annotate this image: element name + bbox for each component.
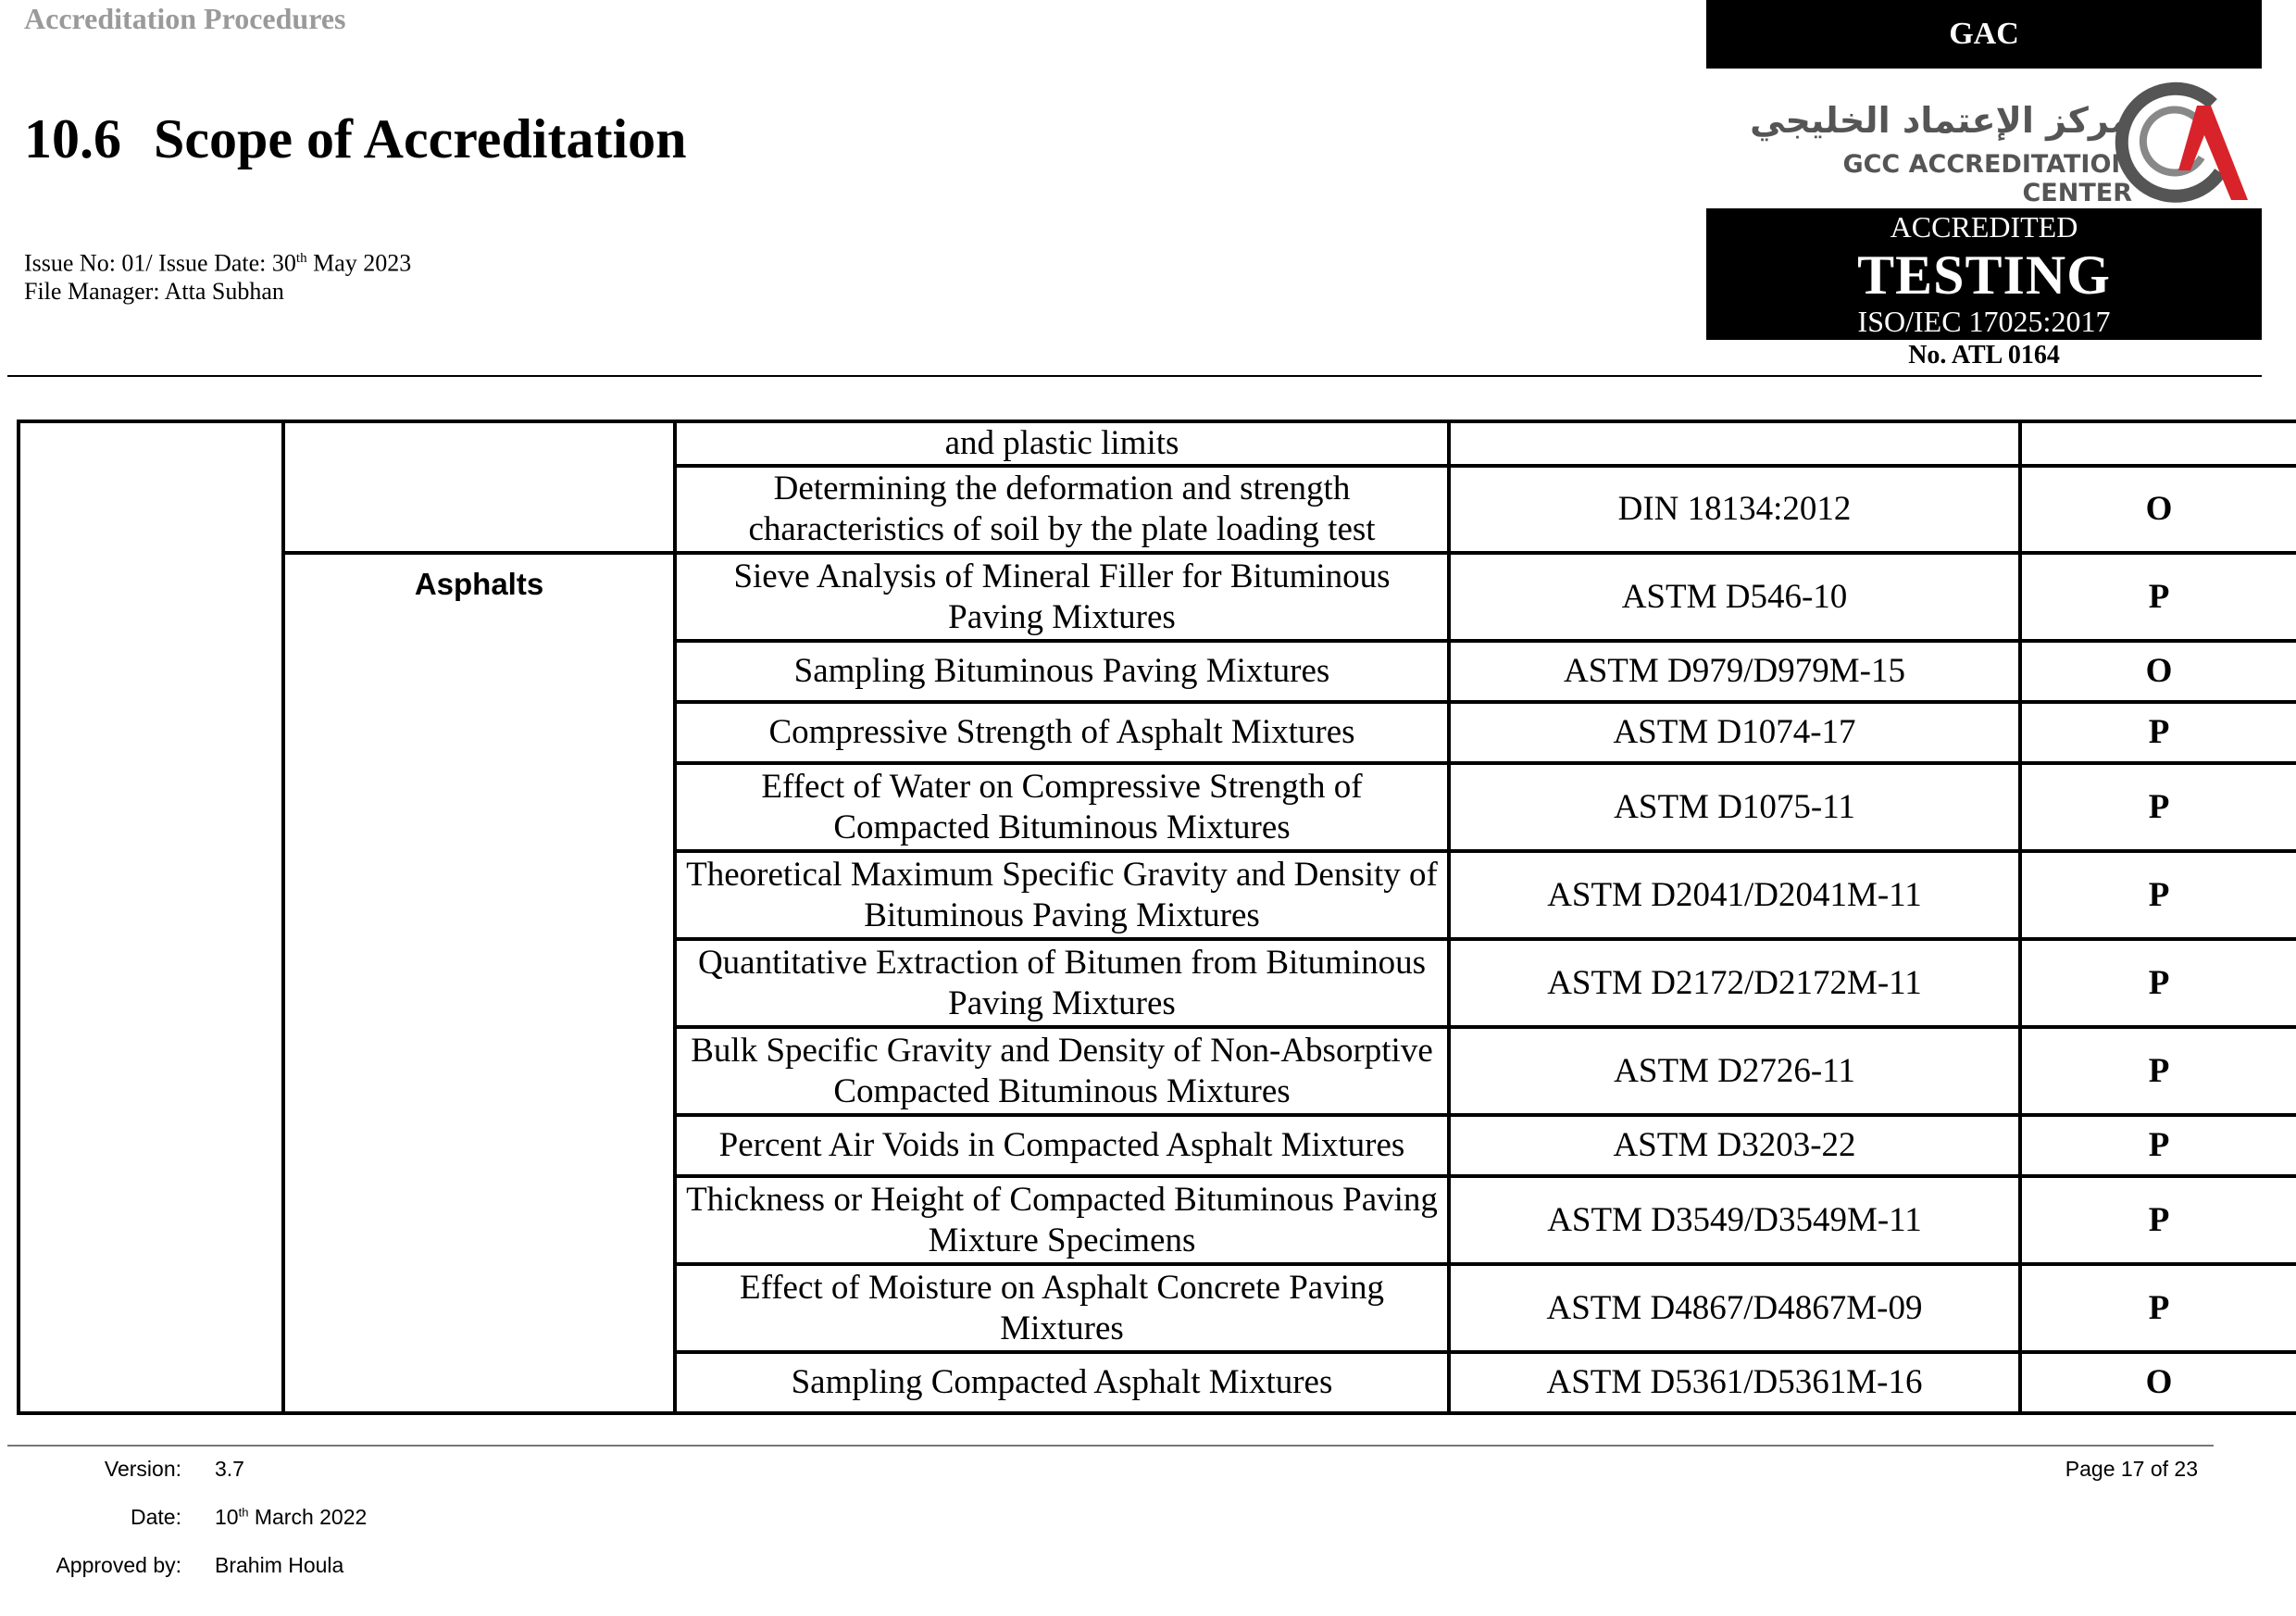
test-cell: Theoretical Maximum Specific Gravity and Density of Bituminous Paving Mixtures bbox=[675, 851, 1449, 939]
standard-cell: ASTM D2726-11 bbox=[1449, 1027, 2020, 1115]
file-manager-line: File Manager: Atta Subhan bbox=[24, 277, 284, 305]
field-cell bbox=[19, 421, 283, 1413]
standard-cell: ASTM D4867/D4867M-09 bbox=[1449, 1264, 2020, 1352]
class-cell: O bbox=[2020, 641, 2296, 702]
standard-cell: ASTM D2172/D2172M-11 bbox=[1449, 939, 2020, 1027]
test-cell: Thickness or Height of Compacted Bituminous Paving Mixture Specimens bbox=[675, 1176, 1449, 1264]
approved-value: Brahim Houla bbox=[215, 1553, 344, 1577]
issue-line: Issue No: 01/ Issue Date: 30th May 2023 bbox=[24, 249, 412, 277]
version-value: 3.7 bbox=[215, 1457, 244, 1481]
class-cell: P bbox=[2020, 1264, 2296, 1352]
test-cell: Effect of Moisture on Asphalt Concrete Paving Mixtures bbox=[675, 1264, 1449, 1352]
test-cell: Sampling Compacted Asphalt Mixtures bbox=[675, 1352, 1449, 1413]
gcc-accreditation-logo bbox=[1706, 76, 2262, 206]
class-cell: P bbox=[2020, 939, 2296, 1027]
class-cell: P bbox=[2020, 702, 2296, 763]
accredited-label: ACCREDITED bbox=[1890, 210, 2078, 244]
standard-cell: ASTM D2041/D2041M-11 bbox=[1449, 851, 2020, 939]
class-cell: P bbox=[2020, 1115, 2296, 1176]
test-cell: Quantitative Extraction of Bitumen from Bituminous Paving Mixtures bbox=[675, 939, 1449, 1027]
logo-english-text: GCC ACCREDITATION CENTER bbox=[1842, 150, 2132, 207]
section-number: 10.6 bbox=[24, 108, 121, 169]
test-cell: Sieve Analysis of Mineral Filler for Bituminous Paving Mixtures bbox=[675, 553, 1449, 641]
date-value: 10th March 2022 bbox=[215, 1505, 368, 1529]
issue-info bbox=[24, 244, 411, 306]
section-title bbox=[24, 107, 686, 171]
accreditation-type: TESTING bbox=[1857, 244, 2111, 306]
scope-table bbox=[17, 420, 2296, 1415]
logo-arabic-text: مركز الإعتماد الخليجي bbox=[1750, 100, 2132, 141]
class-cell: P bbox=[2020, 763, 2296, 851]
standard-cell: ASTM D3203-22 bbox=[1449, 1115, 2020, 1176]
test-cell: Percent Air Voids in Compacted Asphalt Mixtures bbox=[675, 1115, 1449, 1176]
accreditation-number: No. ATL 0164 bbox=[1908, 341, 2060, 370]
standard-cell bbox=[1449, 421, 2020, 466]
table-row bbox=[19, 421, 2296, 466]
page-number: Page 17 of 23 bbox=[2065, 1457, 2198, 1481]
class-cell: P bbox=[2020, 1176, 2296, 1264]
class-cell: P bbox=[2020, 1027, 2296, 1115]
date-label: Date: bbox=[131, 1505, 181, 1529]
footer-divider bbox=[7, 1445, 2214, 1447]
standard-cell: DIN 18134:2012 bbox=[1449, 466, 2020, 553]
document-header-label: Accreditation Procedures bbox=[24, 2, 346, 35]
header-divider bbox=[7, 375, 2262, 377]
table-row bbox=[19, 553, 2296, 641]
class-cell: O bbox=[2020, 1352, 2296, 1413]
standard-cell: ASTM D3549/D3549M-11 bbox=[1449, 1176, 2020, 1264]
class-cell bbox=[2020, 421, 2296, 466]
section-title-text: Scope of Accreditation bbox=[154, 108, 687, 169]
test-cell: Compressive Strength of Asphalt Mixtures bbox=[675, 702, 1449, 763]
standard-cell: ASTM D5361/D5361M-16 bbox=[1449, 1352, 2020, 1413]
accreditation-badge bbox=[1706, 208, 2262, 340]
version-label: Version: bbox=[104, 1457, 181, 1481]
approved-label: Approved by: bbox=[56, 1553, 181, 1577]
standard-cell: ASTM D1074-17 bbox=[1449, 702, 2020, 763]
test-cell: Determining the deformation and strength characteristics of soil by the plate loading test bbox=[675, 466, 1449, 553]
category-cell-asphalts: Asphalts bbox=[283, 553, 675, 1413]
accreditation-standard: ISO/IEC 17025:2017 bbox=[1857, 305, 2111, 338]
class-cell: O bbox=[2020, 466, 2296, 553]
gcc-logo-icon bbox=[2109, 78, 2257, 204]
test-cell: Bulk Specific Gravity and Density of Non-Absorptive Compacted Bituminous Mixtures bbox=[675, 1027, 1449, 1115]
standard-cell: ASTM D546-10 bbox=[1449, 553, 2020, 641]
standard-cell: ASTM D1075-11 bbox=[1449, 763, 2020, 851]
test-cell: and plastic limits bbox=[675, 421, 1449, 466]
test-cell: Sampling Bituminous Paving Mixtures bbox=[675, 641, 1449, 702]
gac-badge: GAC bbox=[1706, 0, 2262, 69]
category-cell-soil bbox=[283, 421, 675, 553]
test-cell: Effect of Water on Compressive Strength of Compacted Bituminous Mixtures bbox=[675, 763, 1449, 851]
class-cell: P bbox=[2020, 851, 2296, 939]
standard-cell: ASTM D979/D979M-15 bbox=[1449, 641, 2020, 702]
class-cell: P bbox=[2020, 553, 2296, 641]
